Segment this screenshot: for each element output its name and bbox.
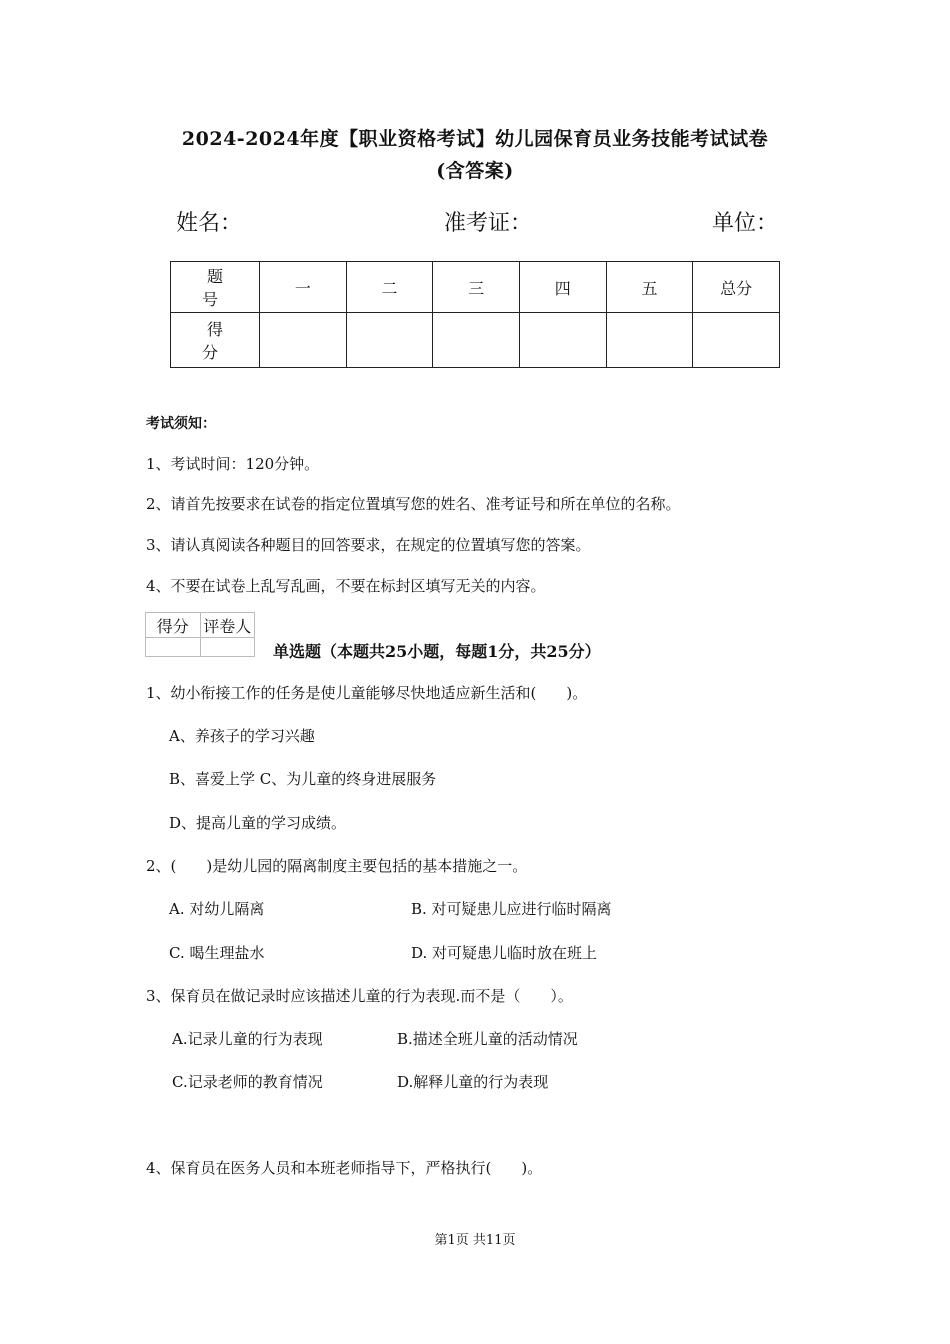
question-option: C.记录老师的教育情况 (172, 1073, 323, 1091)
notice-item: 4、不要在试卷上乱写乱画，不要在标封区填写无关的内容。 (146, 577, 546, 595)
grader-score-cell[interactable] (146, 638, 201, 657)
score-row-label: 得 分 (171, 313, 260, 368)
question-option: A、养孩子的学习兴趣 (169, 727, 315, 745)
question-option: A.记录儿童的行为表现 (172, 1030, 323, 1048)
question-stem: 1、幼小衔接工作的任务是使儿童能够尽快地适应新生活和( )。 (146, 684, 588, 702)
section-title: 单选题（本题共25小题，每题1分，共25分） (273, 642, 601, 661)
question-stem: 4、保育员在医务人员和本班老师指导下，严格执行( )。 (146, 1159, 543, 1177)
score-table-header-cell: 总分 (693, 262, 780, 313)
score-input-cell[interactable] (346, 313, 433, 368)
score-table-header-cell: 五 (606, 262, 693, 313)
grader-table (145, 612, 255, 657)
question-option: B、喜爱上学 C、为儿童的终身进展服务 (169, 770, 437, 788)
score-table-header-cell: 二 (346, 262, 433, 313)
score-input-cell[interactable] (433, 313, 520, 368)
question-option: B.描述全班儿童的活动情况 (397, 1030, 578, 1048)
question-option: D.解释儿童的行为表现 (397, 1073, 549, 1091)
exam-id-field-label: 准考证： (444, 211, 533, 236)
question-stem: 2、( )是幼儿园的隔离制度主要包括的基本措施之一。 (146, 857, 528, 875)
score-input-cell[interactable] (693, 313, 780, 368)
score-table-header-cell: 三 (433, 262, 520, 313)
grader-name-label: 评卷人 (200, 613, 255, 638)
score-input-cell[interactable] (519, 313, 606, 368)
grader-name-cell[interactable] (200, 638, 255, 657)
grader-score-label: 得分 (146, 613, 201, 638)
score-table-header-cell: 一 (260, 262, 347, 313)
notice-heading: 考试须知： (146, 416, 216, 432)
score-table (170, 261, 780, 368)
question-option: D、提高儿童的学习成绩。 (169, 814, 347, 832)
name-field-label: 姓名： (176, 211, 243, 236)
page-footer: 第1页 共11页 (434, 1233, 516, 1248)
exam-subtitle: (含答案) (436, 160, 514, 182)
notice-item: 3、请认真阅读各种题目的回答要求，在规定的位置填写您的答案。 (146, 536, 591, 554)
score-table-header-cell: 题 号 (171, 262, 260, 313)
exam-title: 2024-2024年度【职业资格考试】幼儿园保育员业务技能考试试卷 (181, 128, 769, 150)
notice-item: 2、请首先按要求在试卷的指定位置填写您的姓名、准考证号和所在单位的名称。 (146, 495, 681, 513)
unit-field-label: 单位： (712, 211, 779, 236)
question-option: A. 对幼儿隔离 (169, 900, 265, 918)
score-input-cell[interactable] (606, 313, 693, 368)
notice-item: 1、考试时间：120分钟。 (146, 455, 320, 473)
question-option: B. 对可疑患儿应进行临时隔离 (411, 900, 612, 918)
question-option: C. 喝生理盐水 (169, 944, 265, 962)
question-option: D. 对可疑患儿临时放在班上 (411, 944, 598, 962)
score-input-cell[interactable] (260, 313, 347, 368)
question-stem: 3、保育员在做记录时应该描述儿童的行为表现.而不是（ ）。 (146, 987, 573, 1005)
score-table-header-cell: 四 (519, 262, 606, 313)
